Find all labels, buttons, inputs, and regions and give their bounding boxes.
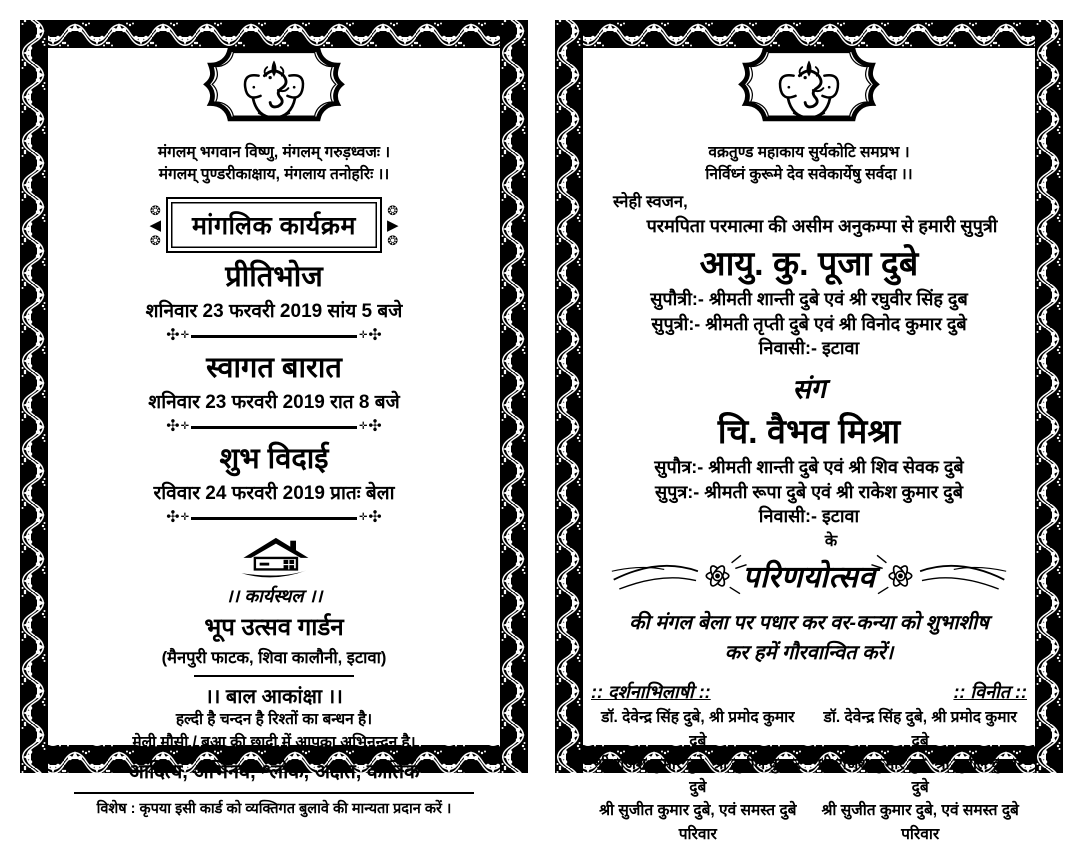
- fleuron-icon: ✣: [166, 418, 180, 436]
- banner-title: मांगलिक कार्यक्रम: [166, 197, 382, 253]
- event-datetime: शनिवार 23 फरवरी 2019 रात 8 बजे: [148, 392, 400, 414]
- event-datetime: शनिवार 23 फरवरी 2019 सांय 5 बजे: [145, 301, 403, 323]
- host-name-line: श्री सुजीत कुमार दुबे, एवं समस्त दुबे परिवार: [599, 802, 797, 843]
- long-rule: [74, 792, 474, 794]
- fleuron-icon: ✛: [180, 330, 189, 342]
- fleuron-icon: ✣: [166, 327, 180, 345]
- banner-right-ornament: [387, 204, 399, 247]
- host-name-line: डॉ. देवेन्द्र सिंह दुबे, श्री प्रमोद कुमार दुबे: [823, 709, 1017, 750]
- rosette-icon: ❂: [149, 202, 161, 218]
- vakratunda-shloka: [583, 142, 1035, 185]
- event-block: [48, 444, 500, 526]
- hosts-right-title: [813, 680, 1027, 704]
- event-title: प्रीतिभोज: [225, 261, 323, 294]
- program-banner: [48, 197, 500, 253]
- divider-line: [191, 426, 357, 429]
- groom-residence: निवासी:- इटावा: [758, 506, 860, 527]
- parinayotsav-flourish: [583, 546, 1035, 604]
- fleuron-icon: ✣: [368, 509, 382, 527]
- ganesha-icon: [729, 44, 889, 140]
- host-name-line: श्री राजेश कुमार दुबे, श्री सुनील कुमार दुबे: [817, 755, 1024, 797]
- groom-name: चि. वैभव मिश्रा: [717, 413, 901, 452]
- blessing-lines: [583, 608, 1035, 668]
- shloka-line: मंगलम् पुण्डरीकाक्षाय, मंगलाय तनोहरिः ।।: [158, 165, 390, 183]
- hosts-right-lines: [813, 706, 1027, 846]
- ganesha-icon: [194, 44, 354, 140]
- house-icon: [236, 534, 312, 578]
- groom-parents: सुपुत्र:- श्रीमती रूपा दुबे एवं श्री राकेश कुमार दुबे: [654, 481, 964, 502]
- wish-line: मेली मौसी / बुआ की छादी में आपका अभिनन्दन है।: [132, 733, 416, 751]
- mangalam-shloka: [48, 142, 500, 185]
- event-title: शुभ विदाई: [219, 443, 329, 476]
- ornamental-divider: [48, 510, 500, 526]
- bride-residence: निवासी:- इटावा: [758, 338, 860, 359]
- left-page-content: [48, 48, 500, 817]
- children-wish-section: [48, 682, 500, 784]
- hosts-right-title-text: :: विनीत ::: [953, 682, 1027, 703]
- hosts-column-darshanabhilashi: [591, 680, 805, 846]
- fleuron-icon: ✛: [359, 330, 368, 342]
- fleuron-icon: ✛: [359, 512, 368, 524]
- bride-parents: सुपुत्री:- श्रीमती तृप्ती दुबे एवं श्री विनोद कुमार दुबे: [651, 313, 967, 334]
- host-name-line: श्री सुजीत कुमार दुबे, एवं समस्त दुबे परिवार: [821, 802, 1019, 843]
- fleuron-icon: ✛: [180, 421, 189, 433]
- groom-grandparents: सुपौत्र:- श्रीमती शान्ती दुबे एवं श्री शिव सेवक दुबे: [654, 457, 964, 478]
- bride-grandparents: सुपौत्री:- श्रीमती शान्ती दुबे एवं श्री रघुवीर सिंह दुब: [650, 289, 968, 310]
- intro-line: परमपिता परमात्मा की असीम अनुकम्पा से हमारी सुपुत्री: [646, 216, 998, 237]
- bride-name: आयु. कु. पूजा दुबे: [699, 245, 919, 284]
- children-names: आदित्य, अभिनव, श्लोक, अक्षत, कार्तिक: [128, 760, 420, 783]
- arrow-left-icon: ◀: [149, 216, 162, 234]
- hosts-section: [583, 680, 1035, 846]
- fleuron-icon: ✣: [368, 418, 382, 436]
- venue-label: ।। कार्यस्थल ।।: [225, 586, 323, 607]
- venue-name: भूप उत्सव गार्डन: [204, 614, 344, 642]
- ornamental-divider: [48, 328, 500, 344]
- fleuron-icon: ✣: [166, 509, 180, 527]
- shloka-line: निर्विध्नं कुरूमे देव सवेकार्येषु सर्वदा ।।: [705, 165, 913, 183]
- fleuron-icon: ✛: [359, 421, 368, 433]
- rosette-icon: ❂: [387, 202, 399, 218]
- venue-address: (मैनपुरी फाटक, शिवा कालौनी, इटावा): [161, 649, 387, 668]
- divider-line: [191, 517, 357, 520]
- children-section-title: ।। बाल आकांक्षा ।।: [205, 686, 343, 709]
- rosette-icon: ❂: [149, 232, 161, 248]
- invitation-page-left: [20, 20, 528, 817]
- blessing-line: की मंगल बेला पर पधार कर वर-कन्या को शुभाशीष: [629, 612, 989, 635]
- shloka-line: मंगलम् भगवान विष्णु, मंगलम् गरुड़ध्वजः ।: [157, 144, 391, 161]
- fleuron-icon: ✛: [180, 512, 189, 524]
- wish-line: हल्दी है चन्दन है रिश्तों का बन्धन है।: [175, 711, 373, 729]
- salutation: स्नेही स्वजन,: [613, 193, 688, 212]
- parinayotsav-word: परिणयोत्सव: [742, 560, 876, 594]
- fleuron-icon: ✣: [368, 327, 382, 345]
- flower-flourish-icon: [607, 546, 757, 604]
- special-note: विशेष : कृपया इसी कार्ड को व्यक्तिगत बुलावे की मान्यता प्रदान करें ।: [96, 800, 452, 817]
- banner-left-ornament: [150, 204, 162, 247]
- hosts-left-title: [591, 680, 805, 704]
- shloka-line: वक्रतुण्ड महाकाय सुर्यकोटि समप्रभ ।: [708, 144, 910, 161]
- event-datetime: रविवार 24 फरवरी 2019 प्रातः बेला: [153, 483, 395, 505]
- host-name-line: श्री राजेश कुमार दुबे, श्री सुनील कुमार दुबे: [594, 755, 801, 797]
- hosts-column-vineet: [813, 680, 1027, 846]
- arrow-right-icon: ▶: [386, 216, 399, 234]
- rosette-icon: ❂: [387, 232, 399, 248]
- ke-word: के: [824, 533, 838, 551]
- host-name-line: डॉ. देवेन्द्र सिंह दुबे, श्री प्रमोद कुमार दुबे: [601, 709, 795, 750]
- venue-section: [48, 534, 500, 668]
- sang-word: संग: [791, 373, 827, 405]
- blessing-line: कर हमें गौरवान्वित करें।: [724, 642, 894, 665]
- short-rule: [194, 675, 354, 677]
- right-page-content: [583, 48, 1035, 843]
- event-title: स्वागत बारात: [206, 352, 342, 385]
- event-block: [48, 353, 500, 435]
- hosts-left-lines: [591, 706, 805, 846]
- divider-line: [191, 335, 357, 338]
- flower-flourish-icon: [861, 546, 1011, 604]
- hosts-left-title-text: :: दर्शनाभिलाषी ::: [591, 682, 711, 703]
- invitation-page-right: [555, 20, 1063, 843]
- ornamental-divider: [48, 419, 500, 435]
- event-block: [48, 262, 500, 344]
